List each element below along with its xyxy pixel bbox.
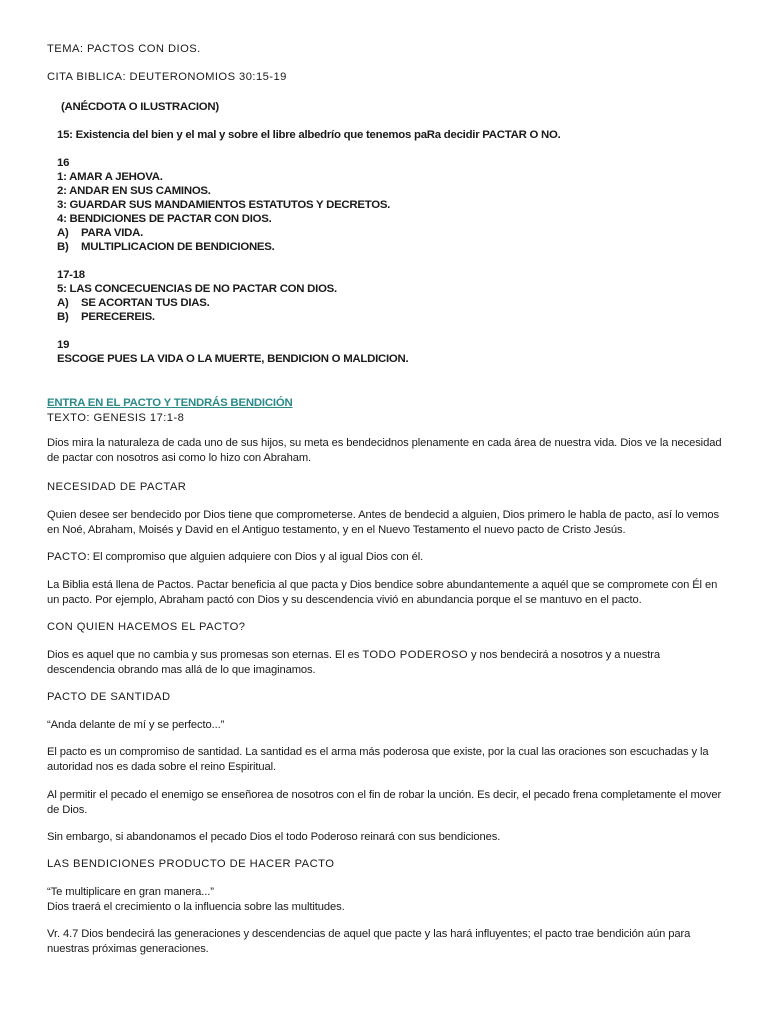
sub-list-text: MULTIPLICACION DE BENDICIONES. <box>81 241 275 253</box>
sub-list-letter: A) <box>57 297 69 309</box>
paragraph: Dios traerá el crecimiento o la influencia sobre las multitudes. <box>47 901 345 913</box>
list-item: 1: AMAR A JEHOVA. <box>57 171 163 183</box>
sub-list-letter: B) <box>57 311 69 323</box>
sub-list-item <box>57 296 210 310</box>
texto-line: TEXTO: GENESIS 17:1-8 <box>47 412 185 424</box>
sub-list-item <box>57 310 155 324</box>
paragraph-text: Dios es aquel que no cambia y sus promesas son eternas. El es <box>47 649 363 661</box>
pacto-label: PACTO <box>47 551 87 563</box>
list-item: 4: BENDICIONES DE PACTAR CON DIOS. <box>57 213 272 225</box>
sub-list-letter: B) <box>57 241 69 253</box>
quote: “Te multiplicare en gran manera...” <box>47 886 214 898</box>
verse-19-heading: 19 <box>57 339 70 351</box>
paragraph: El pacto es un compromiso de santidad. La santidad es el arma más poderosa que existe, por la cual las oraciones son escuchadas y la autoridad nos es dada sobre el reino Espiritual. <box>47 746 709 773</box>
sub-list-item <box>57 226 143 240</box>
list-item: 5: LAS CONCECUENCIAS DE NO PACTAR CON DIOS. <box>57 283 337 295</box>
todo-poderoso-text: TODO PODEROSO <box>362 649 469 661</box>
paragraph-pacto-definition <box>47 550 723 565</box>
heading-bendiciones: LAS BENDICIONES PRODUCTO DE HACER PACTO <box>47 858 335 870</box>
sub-list-text: PERECEREIS. <box>81 311 155 323</box>
paragraph: Vr. 4.7 Dios bendecirá las generaciones y descendencias de aquel que pacte y las hará influyentes; el pacto trae bendición aún para nuestras próximas generaciones. <box>47 928 691 955</box>
quote: “Anda delante de mí y se perfecto...” <box>47 719 225 731</box>
section-title-link[interactable]: ENTRA EN EL PACTO Y TENDRÁS BENDICIÓN <box>47 397 293 409</box>
cita-line: CITA BIBLICA: DEUTERONOMIOS 30:15-19 <box>47 71 287 83</box>
paragraph: Quien desee ser bendecido por Dios tiene que comprometerse. Antes de bendecid a alguien, Dios primero le habla de pacto, así lo vemos en Noé, Abraham, Moisés y David en el Antiguo testamento, y en el Nuevo Testamento el nuevo pacto de Cristo Jesús. <box>47 509 720 536</box>
sub-list-text: PARA VIDA. <box>81 227 144 239</box>
list-item: 2: ANDAR EN SUS CAMINOS. <box>57 185 211 197</box>
paragraph: Al permitir el pecado el enemigo se enseñorea de nosotros con el fin de robar la unción. Es decir, el pecado frena completamente el mover de Dios. <box>47 789 722 816</box>
verse-15-line: 15: Existencia del bien y el mal y sobre el libre albedrío que tenemos paRa decidir PACTAR O NO. <box>57 129 561 141</box>
tema-line: TEMA: PACTOS CON DIOS. <box>47 43 201 55</box>
verse-16-heading: 16 <box>57 157 70 169</box>
pacto-definition: : El compromiso que alguien adquiere con Dios y al igual Dios con él. <box>86 551 424 563</box>
verse-19-text: ESCOGE PUES LA VIDA O LA MUERTE, BENDICION O MALDICION. <box>57 353 409 365</box>
anecdota-line: (ANÉCDOTA O ILUSTRACION) <box>61 101 219 113</box>
heading-santidad: PACTO DE SANTIDAD <box>47 691 171 703</box>
paragraph-text: y nos bendecirá a nosotros y a nuestra descendencia obrando mas allá de lo que imaginamos. <box>47 649 661 676</box>
list-item: 3: GUARDAR SUS MANDAMIENTOS ESTATUTOS Y DECRETOS. <box>57 199 391 211</box>
sub-list-item <box>57 240 275 254</box>
paragraph: Sin embargo, si abandonamos el pecado Dios el todo Poderoso reinará con sus bendiciones. <box>47 831 501 843</box>
paragraph: La Biblia está llena de Pactos. Pactar beneficia al que pacta y Dios bendice sobre abundantemente a aquél que se compromete con Él en un pacto. Por ejemplo, Abraham pactó con Dios y su descendencia vivió en abundancia porque el se mantuvo en el pacto. <box>47 579 718 606</box>
verse-17-18-heading: 17-18 <box>57 269 85 281</box>
heading-necesidad: NECESIDAD DE PACTAR <box>47 481 187 493</box>
heading-con-quien: CON QUIEN HACEMOS EL PACTO? <box>47 621 246 633</box>
paragraph: Dios mira la naturaleza de cada uno de sus hijos, su meta es bendecidnos plenamente en cada área de nuestra vida. Dios ve la necesidad de pactar con nosotros asi como lo hizo con Abraham. <box>47 437 722 464</box>
sub-list-text: SE ACORTAN TUS DIAS. <box>81 297 210 309</box>
paragraph <box>47 648 723 678</box>
sub-list-letter: A) <box>57 227 69 239</box>
